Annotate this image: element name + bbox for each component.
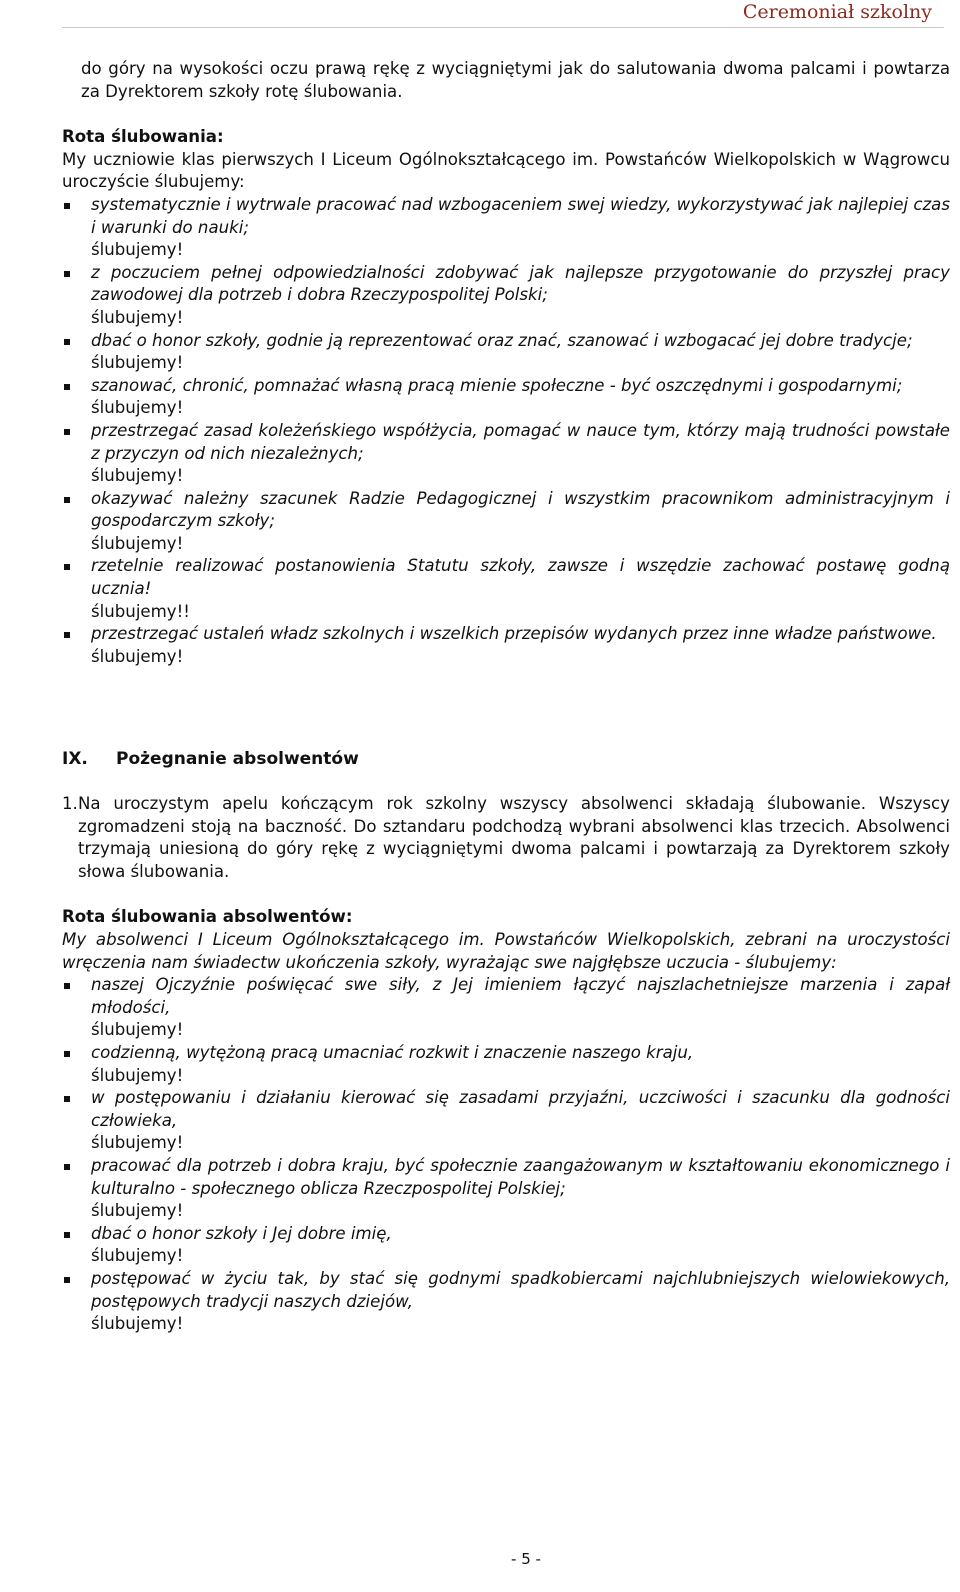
square-bullet-icon [64, 271, 70, 277]
square-bullet-icon [64, 632, 70, 638]
oath-title: Rota ślubowania: [62, 127, 224, 147]
oath-list-1 [62, 194, 950, 668]
oath-item [62, 623, 950, 668]
oath-vow: ślubujemy! [91, 398, 184, 418]
point-number: 1. [62, 794, 78, 814]
oath-item [62, 1268, 950, 1336]
section-number: IX. [62, 749, 88, 770]
square-bullet-icon [64, 983, 70, 989]
oath-vow: ślubujemy! [91, 1020, 184, 1040]
oath-title: Rota ślubowania absolwentów: [62, 907, 353, 927]
oath-item [62, 1042, 950, 1087]
square-bullet-icon [64, 1232, 70, 1238]
oath-vow: ślubujemy! [91, 353, 184, 373]
oath-block-1 [62, 126, 950, 668]
oath-item-text: przestrzegać zasad koleżeńskiego współżycia, pomagać w nauce tym, którzy mają trudności powstałe z przyczyn od nich niezależnych; [91, 420, 950, 463]
section-heading [62, 748, 950, 771]
oath-item [62, 488, 950, 556]
oath-block-2 [62, 906, 950, 1335]
oath-vow: ślubujemy! [91, 1133, 184, 1153]
numbered-point [62, 793, 950, 883]
oath-item-text: z poczuciem pełnej odpowiedzialności zdobywać jak najlepsze przygotowanie do przyszłej pracy zawodowej dla potrzeb i dobra Rzeczypospolitej Polski; [91, 262, 950, 305]
intro-paragraph: do góry na wysokości oczu prawą rękę z wyciągniętymi jak do salutowania dwoma palcami i powtarza za Dyrektorem szkoły rotę ślubowania. [81, 59, 950, 101]
oath-vow: ślubujemy!! [91, 601, 190, 621]
square-bullet-icon [64, 429, 70, 435]
square-bullet-icon [64, 1277, 70, 1283]
oath-item-text: szanować, chronić, pomnażać własną pracą mienie społeczne - być oszczędnymi i gospodarnymi; [91, 375, 903, 395]
oath-lead: My absolwenci I Liceum Ogólnokształcącego im. Powstańców Wielkopolskich, zebrani na uroczystości wręczenia nam świadectw ukończenia szkoły, wyrażając swe najgłębsze uczucia - ślubujemy: [62, 930, 950, 972]
oath-item [62, 1155, 950, 1223]
oath-item-text: naszej Ojczyźnie poświęcać swe siły, z Jej imieniem łączyć najszlachetniejsze marzenia i zapał młodości, [91, 975, 950, 1017]
header-title: Ceremoniał szkolny [742, 1, 932, 23]
oath-item-text: dbać o honor szkoły, godnie ją reprezentować oraz znać, szanować i wzbogacać jej dobre tradycje; [91, 330, 913, 350]
oath-vow: ślubujemy! [91, 240, 184, 260]
oath-item-text: okazywać należny szacunek Radzie Pedagogicznej i wszystkim pracownikom administracyjnym i gospodarczym szkoły; [91, 488, 950, 531]
square-bullet-icon [64, 497, 70, 503]
oath-vow: ślubujemy! [91, 533, 184, 553]
running-header [0, 0, 932, 24]
oath-vow: ślubujemy! [91, 1314, 184, 1334]
oath-vow: ślubujemy! [91, 1065, 184, 1085]
oath-item [62, 330, 950, 375]
oath-list-2 [62, 974, 950, 1336]
oath-item [62, 974, 950, 1042]
oath-item [62, 1087, 950, 1155]
oath-item-text: postępować w życiu tak, by stać się godnymi spadkobiercami najchlubniejszych wielowiekowych, postępowych tradycji naszych dziejów, [91, 1268, 950, 1311]
oath-item-text: przestrzegać ustaleń władz szkolnych i wszelkich przepisów wydanych przez inne władze państwowe. [91, 624, 937, 644]
header-divider [62, 27, 944, 28]
oath-vow: ślubujemy! [91, 646, 184, 666]
oath-item [62, 375, 950, 420]
oath-item-text: systematycznie i wytrwale pracować nad wzbogaceniem swej wiedzy, wykorzystywać jak najlepiej czas i warunki do nauki; [91, 194, 950, 237]
oath-item [62, 262, 950, 330]
oath-item-text: w postępowaniu i działaniu kierować się zasadami przyjaźni, uczciwości i szacunku dla godności człowieka, [91, 1088, 950, 1130]
oath-item-text: rzetelnie realizować postanowienia Statutu szkoły, zawsze i wszędzie zachować postawę godną ucznia! [91, 556, 950, 599]
oath-item-text: dbać o honor szkoły i Jej dobre imię, [91, 1223, 392, 1243]
oath-item-text: codzienną, wytężoną pracą umacniać rozkwit i znaczenie naszego kraju, [91, 1042, 694, 1062]
oath-item-text: pracować dla potrzeb i dobra kraju, być społecznie zaangażowanym w kształtowaniu ekonomicznego i kulturalno - społecznego oblicza Rzeczpospolitej Polskiej; [91, 1155, 950, 1198]
section-title: Pożegnanie absolwentów [116, 749, 359, 770]
square-bullet-icon [64, 1096, 70, 1102]
oath-item [62, 420, 950, 488]
square-bullet-icon [64, 1164, 70, 1170]
square-bullet-icon [64, 203, 70, 209]
document-body [62, 58, 950, 1336]
page-number: - 5 - [511, 1550, 541, 1568]
point-text: Na uroczystym apelu kończącym rok szkolny wszyscy absolwenci składają ślubowanie. Wszyscy zgromadzeni stoją na baczność. Do sztandaru podchodzą wybrani absolwenci klas trzecich. Absolwenci trzymają uniesioną do góry rękę z wyciągniętymi dwoma palcami i powtarzają za Dyrektorem szkoły słowa ślubowania. [78, 794, 950, 881]
oath-item [62, 555, 950, 623]
square-bullet-icon [64, 339, 70, 345]
square-bullet-icon [64, 1051, 70, 1057]
oath-item [62, 1223, 950, 1268]
oath-item [62, 194, 950, 262]
page-footer [0, 1550, 960, 1568]
oath-vow: ślubujemy! [91, 466, 184, 486]
oath-vow: ślubujemy! [91, 1201, 184, 1221]
square-bullet-icon [64, 564, 70, 570]
square-bullet-icon [64, 384, 70, 390]
oath-vow: ślubujemy! [91, 307, 184, 327]
oath-lead: My uczniowie klas pierwszych I Liceum Ogólnokształcącego im. Powstańców Wielkopolskich w Wągrowcu uroczyście ślubujemy: [62, 149, 950, 192]
oath-vow: ślubujemy! [91, 1246, 184, 1266]
